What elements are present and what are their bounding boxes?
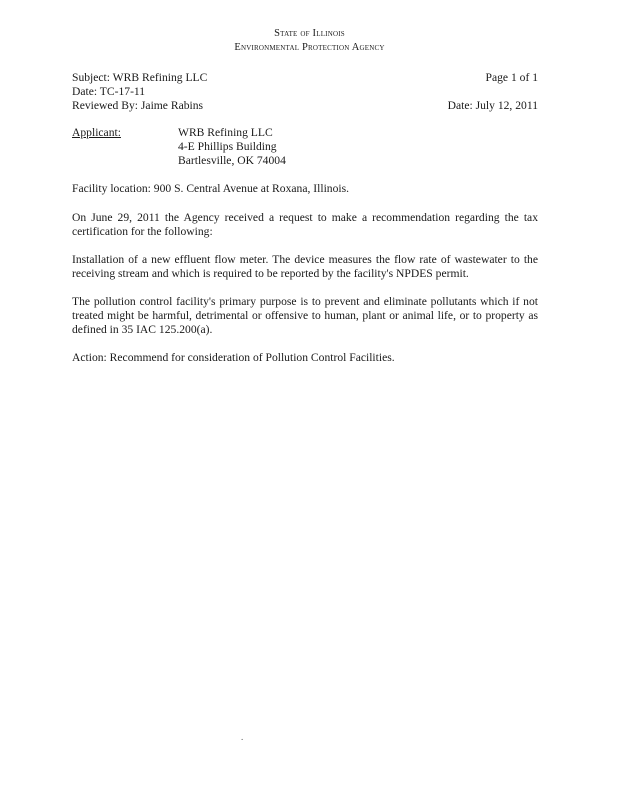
installation-paragraph: Installation of a new effluent flow meter. The device measures the flow rate of wastewater to the receiving stream and which is required to be reported by the facility's NPDES permit.: [72, 253, 538, 280]
request-paragraph: On June 29, 2011 the Agency received a request to make a recommendation regarding the tax certification for the following:: [72, 211, 538, 238]
date-code-row: [72, 85, 538, 99]
date-code: Date: TC-17-11: [72, 85, 146, 98]
reviewer: Reviewed By: Jaime Rabins: [72, 99, 204, 112]
subject-row: [72, 71, 538, 85]
review-date: Date: July 12, 2011: [447, 99, 538, 112]
applicant-name: WRB Refining LLC: [178, 126, 273, 139]
subject-line: Subject: WRB Refining LLC: [72, 71, 208, 84]
action-line: Action: Recommend for consideration of Pollution Control Facilities.: [72, 351, 395, 364]
footer-mark: .: [241, 732, 244, 742]
applicant-building: 4-E Phillips Building: [178, 140, 277, 153]
letterhead: [0, 27, 619, 55]
applicant-label: Applicant:: [72, 126, 121, 139]
purpose-paragraph: The pollution control facility's primary purpose is to prevent and eliminate pollutants which if not treated might be harmful, detrimental or offensive to human, plant or animal life, or to property as defined in 35 IAC 125.200(a).: [72, 295, 538, 336]
letterhead-agency: Environmental Protection Agency: [234, 42, 385, 53]
reviewer-row: [72, 99, 538, 113]
facility-location: Facility location: 900 S. Central Avenue at Roxana, Illinois.: [72, 182, 350, 195]
applicant-city: Bartlesville, OK 74004: [178, 154, 286, 167]
letterhead-state: State of Illinois: [274, 28, 345, 39]
page-number: Page 1 of 1: [485, 71, 538, 84]
applicant-address: [178, 126, 286, 168]
